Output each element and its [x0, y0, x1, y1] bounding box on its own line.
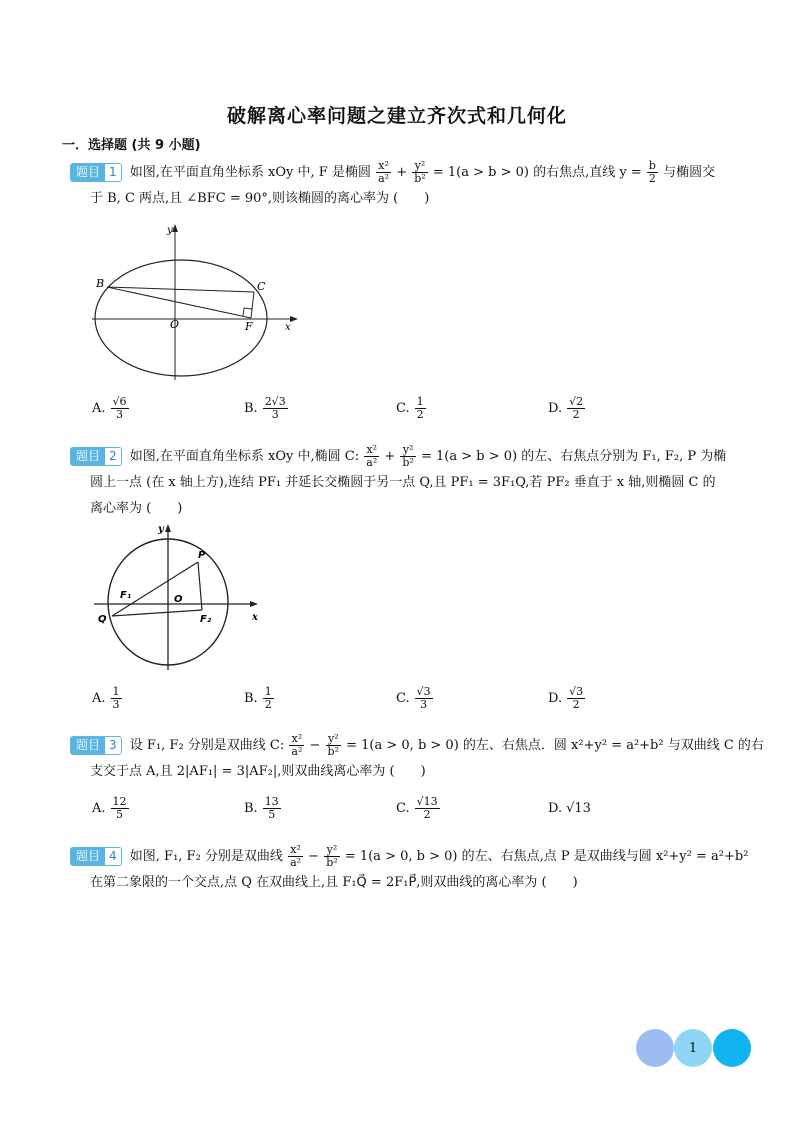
badge-circle — [636, 1029, 674, 1067]
segment-qf2 — [112, 610, 202, 616]
x-axis-arrow — [290, 316, 298, 322]
q4-line-2: 在第二象限的一个交点,点 Q 在双曲线上,且 F₁Q⃗ = 2F₁P⃗,则双曲线的离心率为 ( ) — [90, 875, 578, 890]
fraction: $\frac{\text{y²}}{\text{b²}}$ — [326, 843, 338, 869]
badge-circle — [713, 1029, 751, 1067]
segment-pf2 — [198, 562, 202, 610]
label-f2: F₂ — [200, 614, 212, 625]
y-axis-arrow — [165, 524, 171, 532]
q2-options — [92, 682, 712, 714]
option-b[interactable]: B. $\frac{13}{5}$ — [244, 794, 279, 821]
page-title: 破解离心率问题之建立齐次式和几何化 — [226, 105, 567, 127]
option-d[interactable]: D. $\frac{√2}{2}$ — [548, 394, 584, 421]
fraction: $\frac{\text{x²}}{\text{a²}}$ — [290, 843, 302, 869]
label-y: y — [158, 524, 164, 535]
q1-line-2: 于 B, C 两点,且 ∠BFC = 90°,则该椭圆的离心率为 ( ) — [90, 191, 430, 206]
option-d[interactable]: D. $\frac{√3}{2}$ — [548, 684, 584, 711]
option-d[interactable]: D. √13 — [548, 800, 591, 816]
segment-cf — [251, 292, 254, 318]
figure-ellipse-foci — [92, 520, 264, 672]
fraction: $\frac{\text{y²}}{\text{b²}}$ — [402, 443, 414, 469]
option-a[interactable]: A. $\frac{12}{5}$ — [92, 794, 127, 821]
ellipse-curve — [95, 260, 267, 376]
fraction: $\frac{\text{x²}}{\text{a²}}$ — [378, 159, 390, 185]
q3-line-2: 支交于点 A,且 2|AF₁| = 3|AF₂|,则双曲线离心率为 ( ) — [90, 764, 426, 779]
label-b: B — [96, 277, 105, 290]
label-x: x — [252, 612, 258, 623]
figure-ellipse — [88, 222, 304, 382]
label-f1: F₁ — [120, 590, 132, 601]
label-y: y — [167, 225, 173, 236]
y-axis-arrow — [172, 224, 178, 232]
label-f: F — [245, 320, 253, 333]
question-tag: 题目 2 — [70, 447, 122, 466]
question-tag: 题目 1 — [70, 163, 122, 182]
fraction: $\frac{b}{2}$ — [648, 159, 656, 185]
option-c[interactable]: C. $\frac{√3}{3}$ — [396, 684, 431, 711]
option-a[interactable]: A. $\frac{1}{3}$ — [92, 684, 120, 711]
question-1: 题目 1 如图,在平面直角坐标系 xOy 中, F 是椭圆 $\frac{\text{x²}}{\text{a²}}$ + $\frac{\text{y²}}{\text{b²}}$ = 1(a > b > 0) 的右焦点,直线 y = $\frac{b}{2}$ 与椭圆交 于 B, C 两点,且 ∠BFC = 90°,则该椭圆的离心率为 ( ) — [70, 160, 730, 212]
question-4: 题目 4 如图, F₁, F₂ 分别是双曲线 $\frac{\text{x²}}{\text{a²}}$ − $\frac{\text{y²}}{\text{b²}}$ = 1(a > 0, b > 0) 的左、右焦点,点 P 是双曲线与圆 x²+y² = a²+b² 在第二象限的一个交点,点 Q 在双曲线上,且 F₁Q⃗ = 2F₁P⃗,则双曲线的离心率为 ( ) — [70, 844, 730, 896]
page-number-badge — [636, 1028, 752, 1068]
q2-line-3: 离心率为 ( ) — [90, 501, 183, 516]
option-c[interactable]: C. $\frac{1}{2}$ — [396, 394, 424, 421]
q1-text-c: 与椭圆交 — [663, 165, 716, 180]
label-c: C — [257, 280, 266, 293]
question-3: 题目 3 设 F₁, F₂ 分别是双曲线 C: $\frac{\text{x²}}{\text{a²}}$ − $\frac{\text{y²}}{\text{b²}}$ = 1(a > 0, b > 0) 的左、右焦点．圆 x²+y² = a²+b² 与双曲线 C 的右 支交于点 A,且 2|AF₁| = 3|AF₂|,则双曲线离心率为 ( ) — [70, 733, 730, 785]
q2-line-2: 圆上一点 (在 x 轴上方),连结 PF₁ 并延长交椭圆于另一点 Q,且 PF₁ = 3F₁Q,若 PF₂ 垂直于 x 轴,则椭圆 C 的 — [90, 475, 716, 490]
section-heading: 一．选择题 (共 9 小题) — [62, 138, 201, 153]
option-a[interactable]: A. $\frac{√6}{3}$ — [92, 394, 127, 421]
option-c[interactable]: C. $\frac{√13}{2}$ — [396, 794, 438, 821]
question-2: 题目 2 如图,在平面直角坐标系 xOy 中,椭圆 C: $\frac{\text{x²}}{\text{a²}}$ + $\frac{\text{y²}}{\text{b²}}$ = 1(a > b > 0) 的左、右焦点分别为 F₁, F₂, P 为椭 圆上一点 (在 x 轴上方),连结 PF₁ 并延长交椭圆于另一点 Q,且 PF₁ = 3F₁Q,若 PF₂ 垂直于 x 轴,则椭圆 C 的 离心率为 ( ) — [70, 444, 730, 522]
fraction: $\frac{\text{y²}}{\text{b²}}$ — [327, 732, 339, 758]
segment-pq — [112, 562, 198, 616]
page-number: 1 — [674, 1029, 712, 1067]
fraction: $\frac{\text{x²}}{\text{a²}}$ — [291, 732, 303, 758]
label-p: P — [198, 550, 206, 561]
option-b[interactable]: B. $\frac{2√3}{3}$ — [244, 394, 286, 421]
x-axis-arrow — [250, 601, 258, 607]
option-b[interactable]: B. $\frac{1}{2}$ — [244, 684, 272, 711]
fraction: $\frac{\text{x²}}{\text{a²}}$ — [366, 443, 378, 469]
q1-text-a: 如图,在平面直角坐标系 xOy 中, F 是椭圆 — [129, 165, 371, 180]
question-tag: 题目 4 — [70, 847, 122, 866]
question-tag: 题目 3 — [70, 736, 122, 755]
q1-options — [92, 392, 712, 424]
q3-options — [92, 792, 712, 824]
right-angle-mark — [243, 308, 252, 316]
label-o: O — [174, 594, 183, 605]
label-o: O — [170, 318, 180, 331]
label-x: x — [285, 322, 291, 333]
fraction: $\frac{\text{y²}}{\text{b²}}$ — [414, 159, 426, 185]
q1-text-b: 的右焦点,直线 y = — [533, 165, 642, 180]
label-q: Q — [98, 614, 107, 625]
